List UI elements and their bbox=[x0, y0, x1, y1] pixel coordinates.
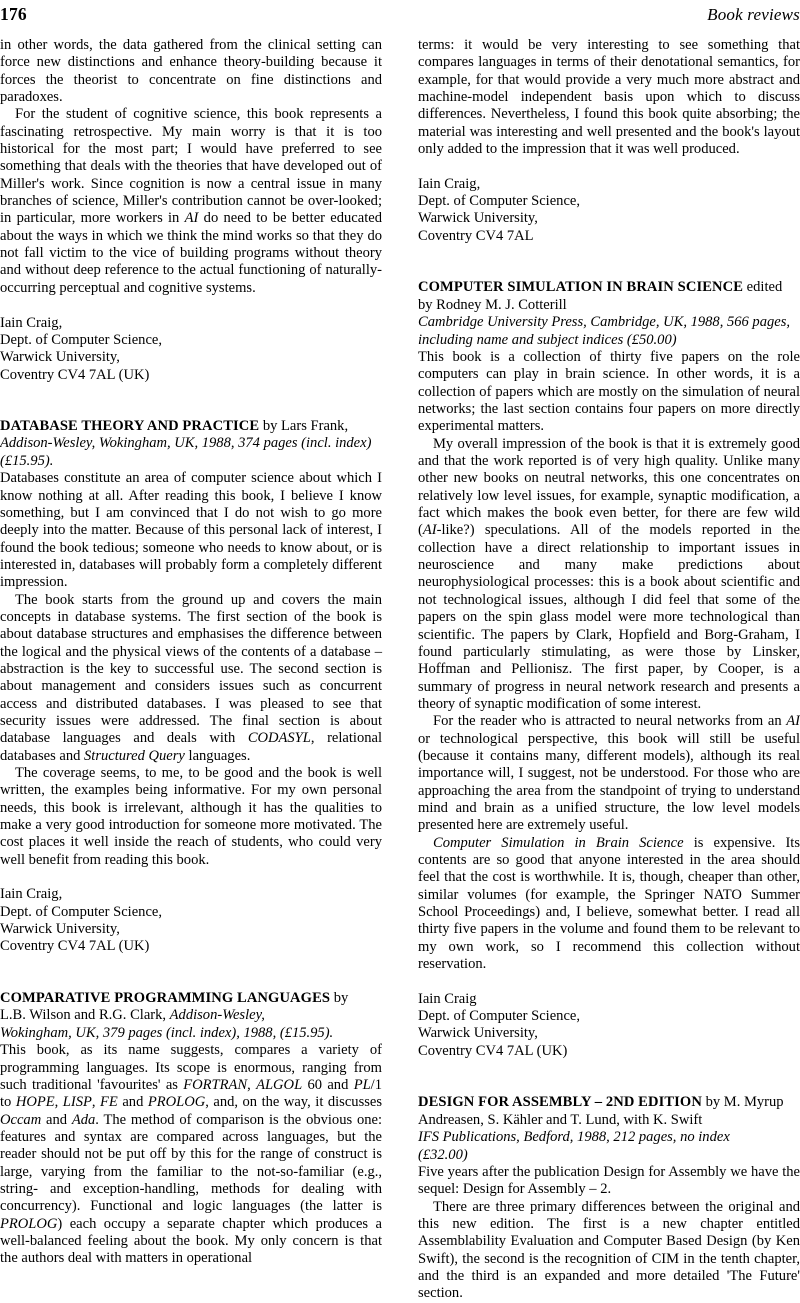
italic-term: Ada bbox=[71, 1111, 96, 1128]
running-head bbox=[0, 4, 800, 28]
paragraph-text-cont: languages. bbox=[184, 747, 251, 764]
italic-book-title: Computer Simulation in Brain Science bbox=[433, 834, 684, 851]
paragraph-text-cont: , bbox=[54, 1094, 63, 1111]
spacer bbox=[418, 973, 800, 990]
italic-term: LISP bbox=[62, 1094, 92, 1111]
signature-line: Iain Craig, bbox=[0, 314, 63, 331]
signature-line: Iain Craig bbox=[418, 990, 477, 1007]
right-column bbox=[418, 37, 800, 1302]
review-authors bbox=[0, 1007, 382, 1025]
italic-term: AI bbox=[786, 713, 800, 730]
italic-term: FE bbox=[100, 1094, 118, 1111]
review-heading-design bbox=[418, 1094, 800, 1112]
italic-term: AI bbox=[422, 522, 437, 539]
paragraph-text: My overall impression of the book is that it is extremely good and that the work reported is of very high quality. Unlike many other new books on neutral networks, this one concentrates on relatively low level issues, for example, synaptic modification, a fact which makes the book even better, for there are few wild ( bbox=[418, 435, 800, 539]
italic-term: Structured Query bbox=[84, 747, 185, 764]
paragraph-text-cont: , and, on the way, it discusses bbox=[205, 1094, 383, 1111]
italic-term: PL bbox=[353, 1077, 371, 1093]
page-number: 176 bbox=[0, 4, 27, 24]
paragraph-text-cont: , relational databases and bbox=[0, 730, 383, 764]
italic-term: CODASYL bbox=[247, 730, 311, 747]
spacer bbox=[0, 384, 382, 418]
signature-line: Warwick University, bbox=[0, 349, 120, 366]
signature-block bbox=[418, 176, 800, 245]
italic-term: PROLOG bbox=[0, 1215, 58, 1232]
signature-block bbox=[0, 886, 382, 955]
paragraph-text-cont: , bbox=[247, 1077, 257, 1093]
publisher-name: Addison-Wesley, bbox=[169, 1007, 265, 1024]
left-column bbox=[0, 37, 383, 1267]
signature-line: Coventry CV4 7AL bbox=[418, 227, 534, 244]
publication-details: IFS Publications, Bedford, 1988, 212 pages, no index bbox=[418, 1129, 730, 1146]
review-title: DATABASE THEORY AND PRACTICE bbox=[0, 417, 260, 434]
signature-block bbox=[418, 991, 800, 1060]
paragraph-text-cont: do need to be better educated about the ways in which we think the mind works so that they do not fall victim to the vice of building programs without theory and without deep reference to the actual functioning of naturally-occurring perceptual and cognitive systems. bbox=[0, 210, 382, 296]
italic-term: HOPE bbox=[15, 1094, 55, 1111]
authors-text: L.B. Wilson and R.G. Clark, bbox=[0, 1007, 170, 1024]
paragraph bbox=[418, 713, 800, 834]
signature-line: Warwick University, bbox=[418, 210, 538, 227]
spacer bbox=[418, 245, 800, 279]
paragraph bbox=[0, 1042, 382, 1267]
review-byline: by Lars Frank, bbox=[259, 417, 349, 434]
signature-block bbox=[0, 315, 382, 384]
publication-details: Wokingham, UK, 379 pages (incl. index), 1988, (£15.95). bbox=[0, 1024, 334, 1041]
paragraph: The coverage seems, to me, to be good and the book is well written, the examples being informative. For my own personal needs, this book is irrelevant, although it has the qualities to make a very good introduction for someone more motivated. The cost places it well inside the reach of students, who could very well benefit from reading this book. bbox=[0, 765, 382, 868]
signature-line: Coventry CV4 7AL (UK) bbox=[0, 938, 150, 955]
paragraph-text-cont: /1 to bbox=[0, 1077, 382, 1111]
running-head-title: Book reviews bbox=[707, 5, 800, 24]
publication-price: (£32.00) bbox=[418, 1146, 468, 1163]
review-title: DESIGN FOR ASSEMBLY – 2ND EDITION bbox=[418, 1094, 702, 1111]
review-authors: Andreasen, S. Kähler and T. Lund, with K. Swift bbox=[418, 1111, 703, 1128]
signature-line: Warwick University, bbox=[0, 921, 120, 938]
signature-line: Dept. of Computer Science, bbox=[0, 903, 162, 920]
italic-term: PROLOG bbox=[147, 1094, 206, 1111]
paragraph-text: For the reader who is attracted to neural networks from an bbox=[433, 713, 787, 730]
paragraph bbox=[418, 436, 800, 714]
signature-line: Coventry CV4 7AL (UK) bbox=[418, 1042, 568, 1059]
paragraph-text-cont: and bbox=[41, 1111, 72, 1128]
review-byline: by bbox=[330, 989, 349, 1006]
paragraph bbox=[418, 835, 800, 974]
italic-term: FORTRAN bbox=[183, 1077, 248, 1093]
spacer bbox=[0, 869, 382, 886]
paragraph-text-cont: , bbox=[91, 1094, 101, 1111]
paragraph-text-cont: ) each occupy a separate chapter which produces a well-balanced feeling about the book. My only concern is that the authors deal with matters in operational bbox=[0, 1215, 382, 1267]
review-heading-database bbox=[0, 418, 382, 436]
paragraph-text-cont: and bbox=[117, 1094, 148, 1111]
review-heading-comparative bbox=[0, 990, 382, 1008]
review-title: COMPUTER SIMULATION IN BRAIN SCIENCE bbox=[418, 279, 744, 296]
publication-details: Addison-Wesley, Wokingham, UK, 1988, 374 pages (incl. index) (£15.95). bbox=[0, 435, 372, 469]
paragraph-text-cont: . The method of comparison is the obvious one: features and syntax are compared across languages, but the reader should not be put off by this for the range of construct is large, varying from the familiar to the not-so-familiar (e.g., string- and exception-handling, methods for dealing with concurrency). Functional and logic languages (the latter is bbox=[0, 1111, 382, 1215]
paragraph-text: This book, as its name suggests, compares a variety of programming languages. Its scope is enormous, ranging from such traditional 'favourites' as bbox=[0, 1042, 382, 1093]
signature-line: Dept. of Computer Science, bbox=[0, 331, 162, 348]
spacer bbox=[0, 297, 382, 314]
signature-line: Coventry CV4 7AL (UK) bbox=[0, 366, 150, 383]
paragraph bbox=[0, 592, 382, 765]
review-byline: by M. Myrup bbox=[701, 1094, 784, 1111]
paragraph: Databases constitute an area of computer science about which I know nothing at all. After reading this book, I believe I know something, but I am convinced that I do not wish to go more deeply into the matter. Because of this personal lack of interest, I found the book tedious; someone who needs to know about, or is interested in, databases will probably form a completely different impression. bbox=[0, 470, 382, 591]
body-columns bbox=[0, 37, 800, 1302]
signature-line: Warwick University, bbox=[418, 1025, 538, 1042]
signature-line: Iain Craig, bbox=[418, 175, 481, 192]
spacer bbox=[418, 1060, 800, 1094]
paragraph-text-cont: is expensive. Its contents are so good that anyone interested in the area should feel that the cost is worthwhile. It is, though, cheaper than other, similar volumes (for example, the Springer NATO Summer School Proceedings) and, I believe, somewhat better. I read all thirty five papers in the volume and found them to be relevant to my own work, so I recommend this collection without reservation. bbox=[418, 834, 800, 973]
paragraph-text-cont: 60 and bbox=[302, 1077, 354, 1093]
review-editor: by Rodney M. J. Cotterill bbox=[418, 296, 567, 313]
italic-term: AI bbox=[184, 210, 199, 227]
paragraph-text-cont: -like?) speculations. All of the models reported in the collection have a direct relationship to important issues in neuroscience and many make predictions about neurophysiological processes: this is a book about scientific and not technological issues, although I did feel that some of the papers on the spin glass model were more technological than scientific. The papers by Clark, Hopfield and Borg-Graham, I found particularly stimulating, as were those by Linsker, Hoffman and Pellionisz. The first paper, by Cooper, is a summary of progress in neural network research and presents a theory of synaptic modification of some interest. bbox=[418, 522, 800, 712]
spacer bbox=[0, 956, 382, 990]
paragraph: in other words, the data gathered from the clinical setting can force new distinctions and enhance theory-building because it forces the theorist to concentrate on fine distinctions and paradoxes. bbox=[0, 37, 382, 106]
review-title: COMPARATIVE PROGRAMMING LANGUAGES bbox=[0, 989, 331, 1006]
review-heading-brain bbox=[418, 279, 800, 297]
paragraph: Five years after the publication Design for Assembly we have the sequel: Design for Assembly – 2. bbox=[418, 1163, 800, 1198]
paragraph bbox=[0, 106, 382, 297]
paragraph-text-cont: or technological perspective, this book will still be useful (because it contains many, different models), although its real importance will, I suggest, not be understood. For those who are approaching the area from the standpoint of trying to understand mind and brain as a unified structure, the low level models presented here are extremely useful. bbox=[418, 730, 800, 834]
paragraph: This book is a collection of thirty five papers on the role computers can play in brain science. In other words, it is a collection of papers which are mostly on the simulation of neural networks; the last section contains four papers on more directly experimental matters. bbox=[418, 349, 800, 435]
paragraph-text: The book starts from the ground up and covers the main concepts in database systems. The first section of the book is about database structures and emphasises the difference between the logical and the physical views of the contents of a database – abstraction is the key to successful use. The second section is about management and considers issues such as concurrent access and distributed databases. I was pleased to see that security issues were addressed. The final section is about database languages and deals with bbox=[0, 591, 382, 747]
italic-term: Occam bbox=[0, 1111, 42, 1128]
signature-line: Dept. of Computer Science, bbox=[418, 1008, 580, 1025]
paragraph: terms: it would be very interesting to see something that compares languages in terms of their denotational semantics, for example, for that would provide a very much more abstract and machine-model independent basis upon which to discuss differences. Nevertheless, I found this book quite absorbing; the material was interesting and well presented and the book's layout only added to the impression that it was well produced. bbox=[418, 37, 800, 158]
italic-term: ALGOL bbox=[256, 1077, 303, 1093]
signature-line: Dept. of Computer Science, bbox=[418, 193, 580, 210]
paragraph: There are three primary differences between the original and this new edition. The first is a new chapter entitled Assemblability Evaluation and Computer Based Design (by Ken Swift), the second is the recognition of CIM in the tenth chapter, and the third is an expanded and more detailed 'The Future' section. bbox=[418, 1198, 800, 1302]
signature-line: Iain Craig, bbox=[0, 886, 63, 903]
publication-details: Cambridge University Press, Cambridge, UK, 1988, 566 pages, including name and subject indices (£50.00) bbox=[418, 314, 791, 348]
spacer bbox=[418, 158, 800, 175]
review-byline: edited bbox=[743, 279, 783, 296]
paragraph-text: For the student of cognitive science, this book represents a fascinating retrospective. My main worry is that it is too historical for the most part; I would have preferred to see something that deals with the theories that have developed out of Miller's work. Since cognition is now a central issue in many branches of science, Miller's contribution cannot be over-looked; in particular, more workers in bbox=[0, 106, 382, 227]
